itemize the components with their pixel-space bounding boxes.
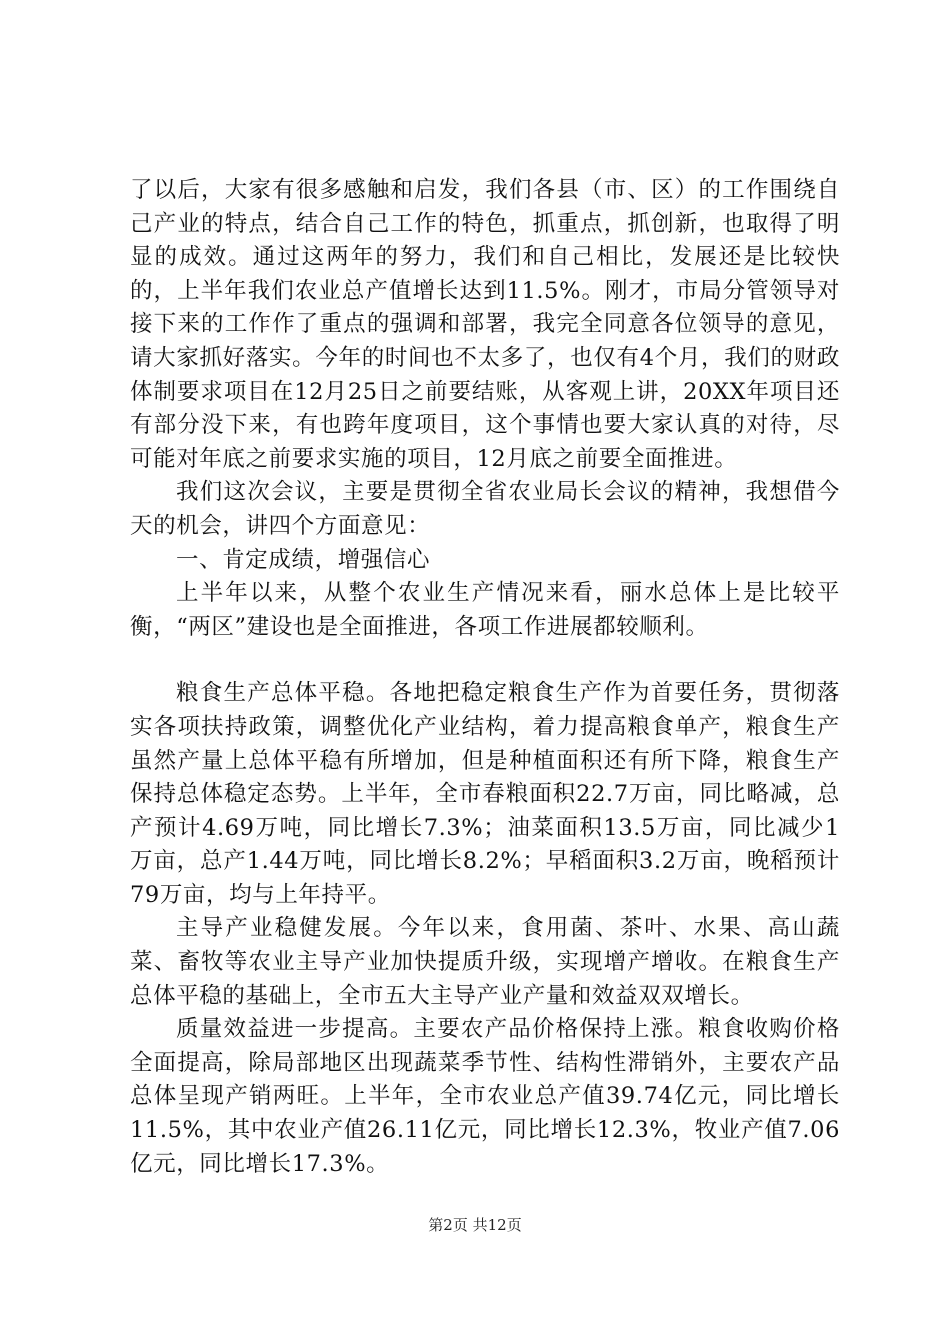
paragraph-continuation: 了以后，大家有很多感触和启发，我们各县（市、区）的工作围绕自己产业的特点，结合自己工作的特色，抓重点，抓创新，也取得了明显的成效。通过这两年的努力，我们和自己相比，发展还是比较快的，上半年我们农业总产值增长达到11.5%。刚才，市局分管领导对接下来的工作作了重点的强调和部署，我完全同意各位领导的意见，请大家抓好落实。今年的时间也不太多了，也仅有4个月，我们的财政体制要求项目在12月25日之前要结账，从客观上讲，20XX年项目还有部分没下来，有也跨年度项目，这个事情也要大家认真的对待，尽可能对年底之前要求实施的项目，12月底之前要全面推进。 <box>130 177 840 472</box>
document-body <box>130 174 840 1181</box>
paragraph-leading-industries: 主导产业稳健发展。今年以来，食用菌、茶叶、水果、高山蔬菜、畜牧等农业主导产业加快提质升级，实现增产增收。在粮食生产总体平稳的基础上，全市五大主导产业产量和效益双双增长。 <box>130 915 840 1009</box>
paragraph-quality-benefits: 质量效益进一步提高。主要农产品价格保持上涨。粮食收购价格全面提高，除局部地区出现蔬菜季节性、结构性滞销外，主要农产品总体呈现产销两旺。上半年，全市农业总产值39.74亿元，同比增长11.5%，其中农业产值26.11亿元，同比增长12.3%，牧业产值7.06亿元，同比增长17.3%。 <box>130 1016 840 1177</box>
paragraph-meeting-intro: 我们这次会议，主要是贯彻全省农业局长会议的精神，我想借今天的机会，讲四个方面意见： <box>130 479 840 539</box>
paragraph-grain-production: 粮食生产总体平稳。各地把稳定粮食生产作为首要任务，贯彻落实各项扶持政策，调整优化产业结构，着力提高粮食单产，粮食生产虽然产量上总体平稳有所增加，但是种植面积还有所下降，粮食生产保持总体稳定态势。上半年，全市春粮面积22.7万亩，同比略减，总产预计4.69万吨，同比增长7.3%；油菜面积13.5万亩，同比减少1万亩，总产1.44万吨，同比增长8.2%；早稻面积3.2万亩，晚稻预计79万亩，均与上年持平。 <box>130 680 840 908</box>
page-number-footer: 第2页 共12页 <box>428 1216 522 1234</box>
paragraph-overview: 上半年以来，从整个农业生产情况来看，丽水总体上是比较平衡，“两区”建设也是全面推进，各项工作进展都较顺利。 <box>130 580 840 640</box>
section-heading: 一、肯定成绩，增强信心 <box>176 546 431 573</box>
